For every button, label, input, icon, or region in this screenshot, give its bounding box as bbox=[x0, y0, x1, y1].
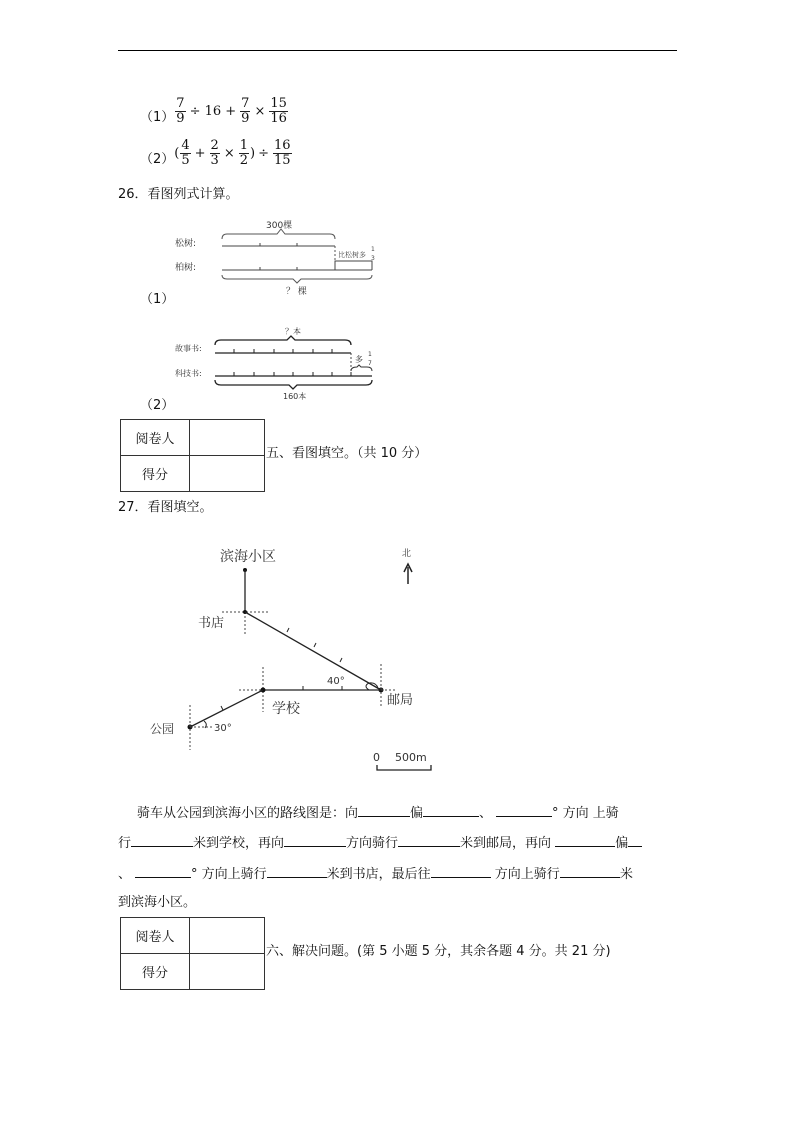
question-26-title: 26．看图列式计算。 bbox=[118, 187, 239, 202]
svg-text:1: 1 bbox=[368, 351, 372, 358]
svg-text:科技书:: 科技书: bbox=[175, 369, 202, 378]
book-bar-diagram bbox=[175, 323, 380, 403]
fraction: $\frac{4}{5}$ bbox=[181, 137, 190, 168]
fill-line-2: 行 米到学校，再向 方向骑行 米到邮局，再向 偏 bbox=[118, 833, 678, 852]
grader-label: 阅卷人 bbox=[121, 420, 190, 456]
svg-text:3: 3 bbox=[371, 255, 375, 262]
blank[interactable] bbox=[358, 803, 410, 817]
svg-text:多: 多 bbox=[355, 355, 363, 364]
svg-text:160本: 160本 bbox=[283, 392, 307, 401]
blank[interactable] bbox=[284, 833, 346, 847]
svg-text:1: 1 bbox=[371, 246, 375, 253]
grader-table-section5 bbox=[120, 419, 265, 492]
blank[interactable] bbox=[496, 803, 552, 817]
svg-text:北: 北 bbox=[402, 549, 412, 559]
svg-text:书店: 书店 bbox=[198, 616, 225, 631]
problem-25-2: （2） ( $\frac{4}{5}$ + $\frac{2}{3}$ × $\frac{1}{2}$ ) ÷ $\frac{16}{15}$ bbox=[140, 137, 291, 168]
tree-bar-diagram bbox=[175, 215, 375, 300]
blank[interactable] bbox=[431, 864, 491, 878]
svg-text:40°: 40° bbox=[327, 676, 345, 687]
header-rule bbox=[118, 50, 677, 51]
fraction: $\frac{7}{9}$ bbox=[241, 95, 250, 126]
blank[interactable] bbox=[560, 864, 620, 878]
svg-text:邮局: 邮局 bbox=[387, 693, 414, 708]
grader-field[interactable] bbox=[190, 420, 265, 456]
question-26-2-label: （2） bbox=[140, 398, 175, 413]
fraction: $\frac{16}{15}$ bbox=[274, 137, 291, 168]
scale-bar bbox=[377, 765, 431, 770]
svg-text:故事书:: 故事书: bbox=[175, 344, 202, 353]
svg-text:？ 棵: ？ 棵 bbox=[286, 287, 307, 297]
blank[interactable] bbox=[628, 833, 642, 847]
problem-25-1: （1） $\frac{7}{9}$ ÷ 16 + $\frac{7}{9}$ × $\frac{15}{16}$ bbox=[140, 95, 287, 126]
svg-text:30°: 30° bbox=[214, 723, 232, 734]
svg-text:学校: 学校 bbox=[272, 701, 300, 717]
blank[interactable] bbox=[555, 833, 615, 847]
route-map bbox=[150, 540, 450, 780]
fraction: $\frac{15}{16}$ bbox=[270, 95, 287, 126]
north-arrow-icon bbox=[404, 564, 412, 584]
fraction: $\frac{1}{2}$ bbox=[239, 137, 249, 168]
svg-text:松树:: 松树: bbox=[175, 239, 197, 249]
score-label: 得分 bbox=[121, 954, 190, 990]
score-field[interactable] bbox=[190, 456, 265, 492]
svg-text:7: 7 bbox=[368, 360, 372, 367]
blank[interactable] bbox=[267, 864, 327, 878]
grader-field[interactable] bbox=[190, 918, 265, 954]
svg-text:500m: 500m bbox=[395, 751, 427, 764]
fraction: $\frac{7}{9}$ bbox=[176, 95, 185, 126]
score-label: 得分 bbox=[121, 456, 190, 492]
fill-line-1: 骑车从公园到滨海小区的路线图是：向 偏 、 ° 方向 上骑 bbox=[118, 803, 678, 822]
svg-text:滨海小区: 滨海小区 bbox=[220, 549, 276, 565]
question-26-1-label: （1） bbox=[140, 292, 175, 307]
svg-text:300棵: 300棵 bbox=[266, 221, 293, 231]
fill-line-3: 、 ° 方向上骑行 米到书店，最后往 方向上骑行 米 bbox=[118, 864, 678, 883]
grader-table-section6 bbox=[120, 917, 265, 990]
fill-line-4: 到滨海小区。 bbox=[118, 895, 197, 910]
blank[interactable] bbox=[398, 833, 460, 847]
section5-title: 五、看图填空。（共 10 分） bbox=[266, 446, 428, 461]
svg-text:？本: ？本 bbox=[285, 327, 301, 336]
svg-text:柏树:: 柏树: bbox=[175, 263, 197, 273]
blank[interactable] bbox=[135, 864, 191, 878]
section6-title: 六、解决问题。(第 5 小题 5 分，其余各题 4 分。共 21 分) bbox=[266, 944, 611, 959]
grader-label: 阅卷人 bbox=[121, 918, 190, 954]
svg-text:公园: 公园 bbox=[150, 722, 175, 736]
score-field[interactable] bbox=[190, 954, 265, 990]
svg-text:比松树多: 比松树多 bbox=[338, 251, 366, 259]
svg-text:0: 0 bbox=[373, 751, 380, 764]
question-27-title: 27．看图填空。 bbox=[118, 500, 213, 515]
problem-label: （1） bbox=[140, 110, 175, 125]
problem-label: （2） bbox=[140, 152, 175, 167]
blank[interactable] bbox=[423, 803, 479, 817]
blank[interactable] bbox=[131, 833, 193, 847]
fraction: $\frac{2}{3}$ bbox=[210, 137, 219, 168]
